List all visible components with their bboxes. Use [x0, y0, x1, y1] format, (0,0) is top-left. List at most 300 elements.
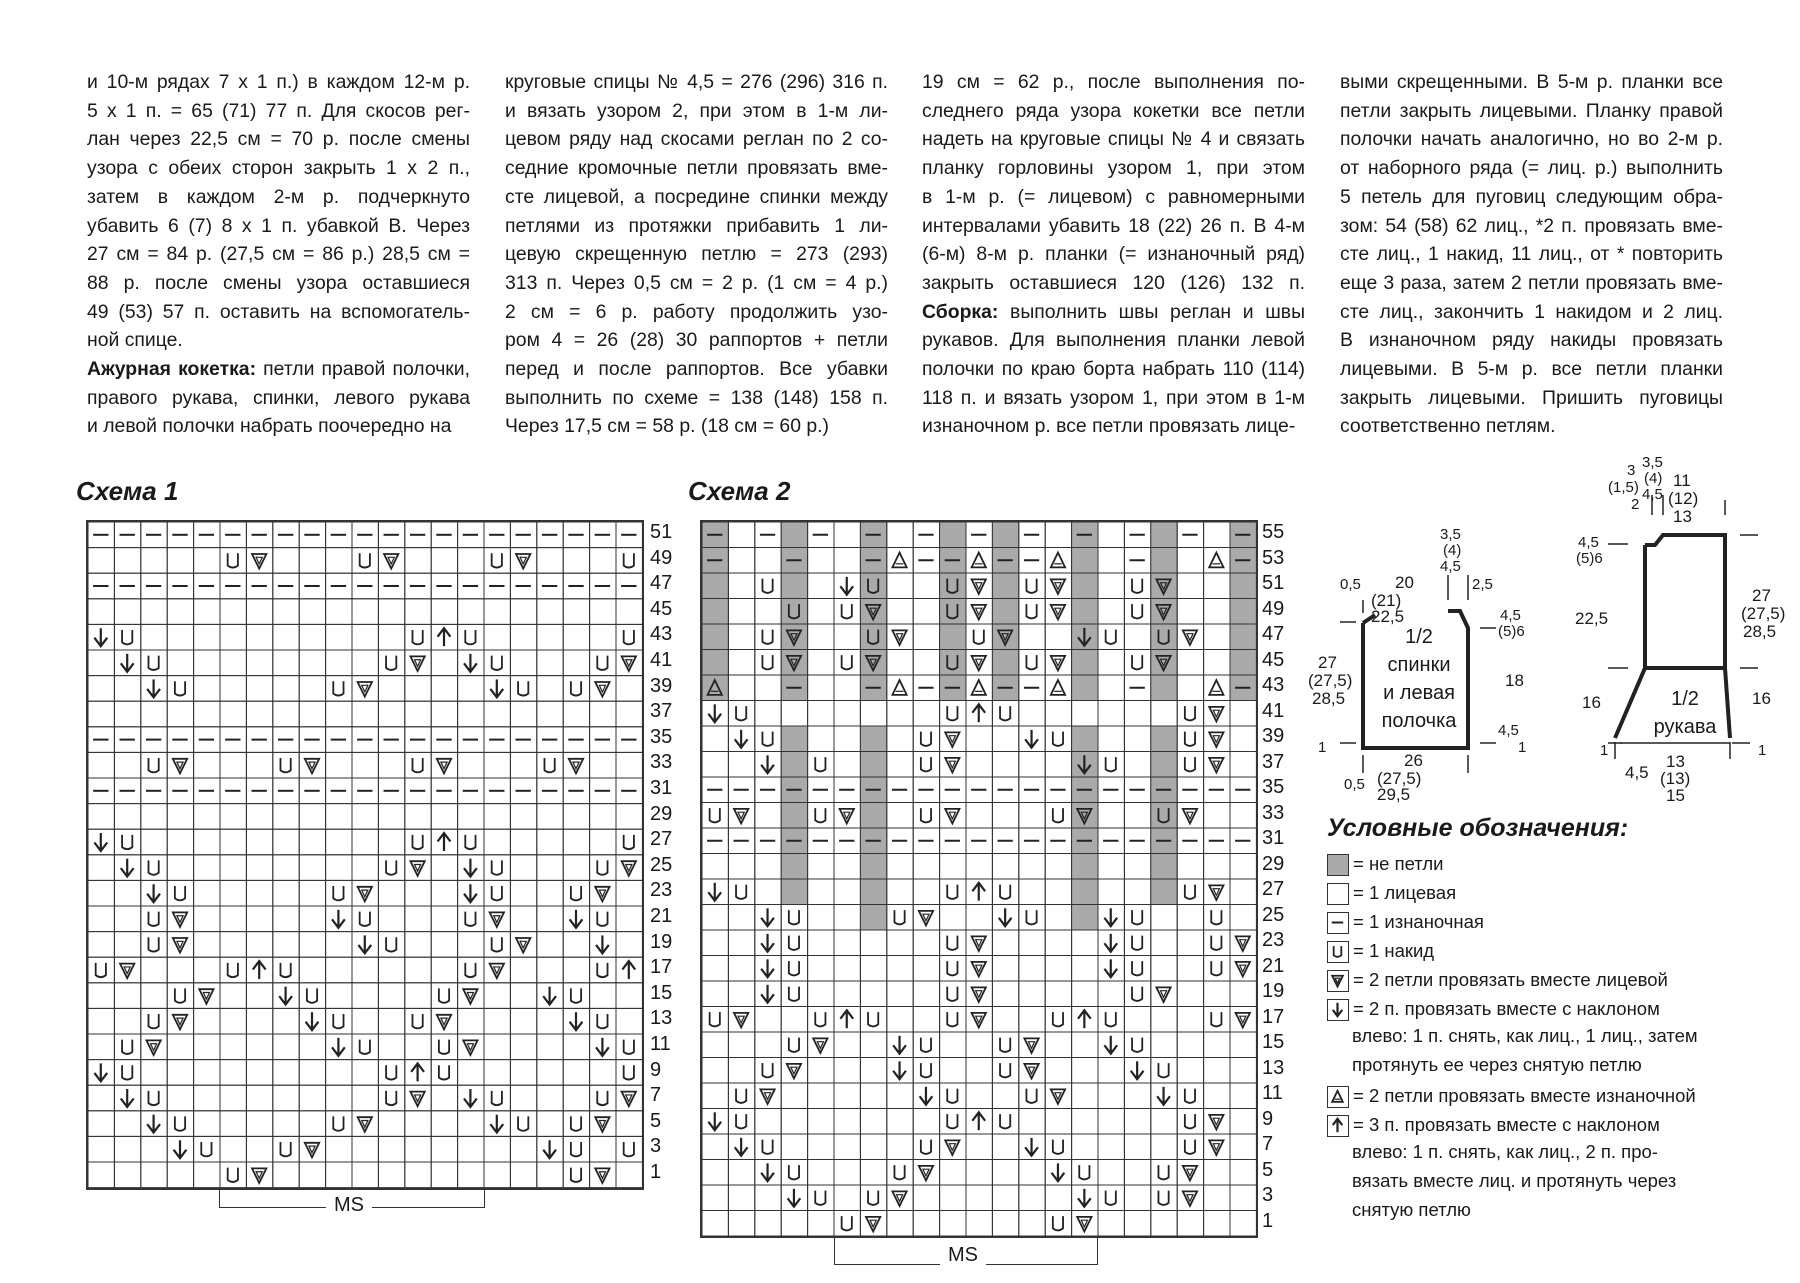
chart-cell [114, 804, 140, 830]
chart-cell [194, 573, 220, 599]
chart-cell [352, 1034, 378, 1060]
chart-cell [966, 752, 992, 778]
chart-cell [808, 956, 834, 982]
chart-cell [966, 777, 992, 803]
chart-cell [1230, 1032, 1256, 1058]
chart-cell [299, 624, 325, 650]
chart-cell [1045, 573, 1071, 599]
chart-cell [114, 727, 140, 753]
chart-cell [1072, 854, 1098, 880]
chart-cell [616, 1034, 642, 1060]
chart-cell [728, 1134, 754, 1160]
chart-cell [299, 983, 325, 1009]
chart-cell [940, 1185, 966, 1211]
chart-cell [458, 778, 484, 804]
chart-cell [141, 983, 167, 1009]
chart-cell [563, 1060, 589, 1086]
chart-cell [1098, 624, 1124, 650]
row-number: 21 [650, 905, 673, 927]
chart-cell [702, 1109, 728, 1135]
chart-cell [246, 727, 272, 753]
chart-cell [510, 1008, 536, 1034]
chart-cell [1204, 1007, 1230, 1033]
chart-cell [141, 752, 167, 778]
chart-cell [1019, 803, 1045, 829]
row-number: 43 [1262, 674, 1285, 696]
chart-cell [299, 676, 325, 702]
chart-cell [728, 956, 754, 982]
chart-cell [616, 855, 642, 881]
chart-cell [1045, 1058, 1071, 1084]
chart-cell [590, 727, 616, 753]
legend-item [1327, 852, 1443, 876]
chart-cell [510, 701, 536, 727]
chart-cell [537, 1085, 563, 1111]
chart-cell [887, 726, 913, 752]
chart-cell [220, 624, 246, 650]
text-line: интервалами убавить 18 (22) 26 п. В 4-м [922, 214, 1305, 237]
chart-cell [1204, 956, 1230, 982]
chart-cell [940, 624, 966, 650]
legend-symbol-icon [1327, 854, 1349, 876]
chart-cell [537, 548, 563, 574]
chart-cell [431, 804, 457, 830]
chart-cell [834, 777, 860, 803]
chart-cell [220, 804, 246, 830]
chart-cell [141, 1136, 167, 1162]
chart-cell [431, 1162, 457, 1188]
chart-cell [431, 624, 457, 650]
chart-cell [1204, 599, 1230, 625]
chart-cell [781, 1211, 807, 1237]
chart-cell [405, 1085, 431, 1111]
chart-cell [1019, 1109, 1045, 1135]
chart-cell [378, 804, 404, 830]
chart-cell [913, 548, 939, 574]
chart-cell [220, 1111, 246, 1137]
chart-cell [808, 701, 834, 727]
chart-cell [273, 752, 299, 778]
chart-cell [299, 932, 325, 958]
chart-cell [431, 829, 457, 855]
chart-cell [834, 803, 860, 829]
chart-cell [616, 1060, 642, 1086]
text-line: Сборка: выполнить швы реглан и швы [922, 300, 1305, 323]
chart-cell [220, 522, 246, 548]
chart-cell [887, 1109, 913, 1135]
row-number: 5 [1262, 1158, 1274, 1181]
chart-cell [273, 957, 299, 983]
row-number: 17 [1262, 1005, 1285, 1028]
chart-cell [299, 778, 325, 804]
dim: 18 [1505, 671, 1524, 690]
chart-cell [1072, 803, 1098, 829]
chart-cell [1177, 650, 1203, 676]
chart-cell [352, 804, 378, 830]
chart-cell [1019, 1058, 1045, 1084]
chart-cell [1151, 573, 1177, 599]
chart-cell [860, 599, 886, 625]
chart-cell [458, 1060, 484, 1086]
chart-cell [992, 803, 1018, 829]
chart-cell [913, 1211, 939, 1237]
chart-cell [352, 932, 378, 958]
chart-cell [220, 1162, 246, 1188]
chart-cell [702, 650, 728, 676]
chart-cell [1098, 522, 1124, 548]
chart-cell [860, 752, 886, 778]
dim: (27,5) 29,5 [1377, 769, 1422, 804]
chart-cell [246, 804, 272, 830]
chart-cell [1230, 803, 1256, 829]
row-number: 43 [650, 623, 673, 646]
chart-cell [352, 855, 378, 881]
chart-cell [537, 778, 563, 804]
chart-cell [273, 1060, 299, 1086]
chart-cell [194, 880, 220, 906]
chart-cell [537, 804, 563, 830]
chart-cell [141, 855, 167, 881]
dim: (21) 22,5 [1371, 591, 1405, 626]
chart-cell [273, 548, 299, 574]
chart-cell [887, 1185, 913, 1211]
chart-cell [702, 522, 728, 548]
chart-cell [352, 1085, 378, 1111]
chart-cell [273, 1008, 299, 1034]
chart-cell [326, 1111, 352, 1137]
chart-cell [1177, 1032, 1203, 1058]
chart-cell [966, 930, 992, 956]
chart-cell [1045, 599, 1071, 625]
chart-cell [458, 599, 484, 625]
chart-cell [728, 1160, 754, 1186]
chart-cell [431, 599, 457, 625]
row-number: 49 [1262, 597, 1285, 620]
chart-cell [537, 855, 563, 881]
chart-cell [913, 828, 939, 854]
chart-cell [405, 1111, 431, 1137]
chart-cell [299, 855, 325, 881]
chart-cell [860, 905, 886, 931]
row-number: 3 [650, 1135, 662, 1158]
chart-cell [1019, 1185, 1045, 1211]
chart-cell [702, 905, 728, 931]
chart-cell [352, 548, 378, 574]
chart-cell [88, 829, 114, 855]
chart-cell [114, 624, 140, 650]
row-number: 25 [650, 853, 673, 876]
chart-cell [378, 1060, 404, 1086]
chart-cell [88, 804, 114, 830]
chart-cell [167, 804, 193, 830]
chart-cell [808, 828, 834, 854]
text-line: сте лицевой, а посредине спинки между [505, 185, 888, 208]
chart-cell [378, 1162, 404, 1188]
chart-cell [326, 548, 352, 574]
legend-item [1327, 968, 1668, 992]
chart-cell [484, 624, 510, 650]
chart-cell [860, 803, 886, 829]
row-number: 29 [1262, 852, 1285, 875]
text-line: 88 р. после смены узора оставшиеся [87, 271, 470, 294]
legend-item [1327, 1113, 1660, 1137]
chart-cell [88, 650, 114, 676]
chart-cell [755, 1109, 781, 1135]
chart-cell [167, 855, 193, 881]
chart-cell [431, 957, 457, 983]
chart-cell [273, 599, 299, 625]
chart-cell [728, 879, 754, 905]
chart-cell [141, 624, 167, 650]
chart-cell [590, 676, 616, 702]
chart-cell [992, 1160, 1018, 1186]
chart-cell [167, 701, 193, 727]
chart-cell [88, 624, 114, 650]
chart-cell [913, 1032, 939, 1058]
chart-cell [246, 1111, 272, 1137]
text-line: закрыть лицевыми. Пришить пуговицы [1340, 386, 1723, 409]
dim: (13) [1660, 769, 1691, 788]
chart-cell [431, 880, 457, 906]
dim: 20 [1395, 573, 1414, 592]
chart-cell [616, 829, 642, 855]
chart-cell [702, 1185, 728, 1211]
chart-cell [1019, 930, 1045, 956]
chart-cell [352, 983, 378, 1009]
chart-cell [1230, 956, 1256, 982]
row-number: 53 [1262, 546, 1285, 569]
chart-cell [1204, 981, 1230, 1007]
chart-cell [1045, 879, 1071, 905]
chart-cell [966, 650, 992, 676]
chart-cell [1045, 1109, 1071, 1135]
chart-cell [141, 676, 167, 702]
chart-cell [781, 522, 807, 548]
chart-cell [913, 956, 939, 982]
scheme-1-title: Схема 1 [76, 476, 179, 506]
chart-cell [88, 1085, 114, 1111]
chart-cell [808, 879, 834, 905]
chart-cell [563, 676, 589, 702]
chart-cell [458, 522, 484, 548]
chart-cell [590, 906, 616, 932]
chart-cell [326, 932, 352, 958]
chart-cell [1151, 777, 1177, 803]
chart-cell [220, 1008, 246, 1034]
chart-cell [1019, 1007, 1045, 1033]
chart-cell [352, 957, 378, 983]
chart-cell [114, 1085, 140, 1111]
chart-cell [563, 855, 589, 881]
chart-cell [1045, 1032, 1071, 1058]
row-number: 31 [1262, 827, 1285, 849]
chart-cell [1230, 1160, 1256, 1186]
chart-cell [405, 650, 431, 676]
chart-cell [1072, 1007, 1098, 1033]
chart-cell [299, 880, 325, 906]
chart-cell [510, 804, 536, 830]
chart-cell [273, 1162, 299, 1188]
chart-cell [913, 777, 939, 803]
chart-cell [141, 1162, 167, 1188]
chart-cell [88, 1008, 114, 1034]
dim: 4,5 [1642, 486, 1663, 503]
scheme-1-ms-label: MS [326, 1194, 372, 1217]
chart-cell [1019, 1160, 1045, 1186]
chart-cell [510, 1034, 536, 1060]
chart-cell [808, 752, 834, 778]
dim: 13 [1666, 752, 1685, 771]
dim: 3,5 [1440, 526, 1461, 543]
chart-cell [1151, 624, 1177, 650]
chart-cell [1098, 956, 1124, 982]
chart-cell [537, 650, 563, 676]
chart-cell [167, 522, 193, 548]
chart-cell [1098, 1134, 1124, 1160]
text-line: 5 петель для пуговиц следующим обра- [1340, 185, 1723, 208]
chart-cell [590, 829, 616, 855]
chart-cell [484, 983, 510, 1009]
chart-cell [326, 983, 352, 1009]
chart-cell [887, 573, 913, 599]
chart-cell [1124, 1160, 1150, 1186]
chart-cell [992, 1211, 1018, 1237]
chart-cell [273, 1111, 299, 1137]
chart-cell [755, 777, 781, 803]
chart-cell [887, 905, 913, 931]
chart-cell [484, 1136, 510, 1162]
chart-cell [510, 624, 536, 650]
chart-cell [728, 573, 754, 599]
chart-cell [1098, 599, 1124, 625]
row-number: 11 [650, 1033, 671, 1055]
chart-cell [1045, 777, 1071, 803]
chart-cell [834, 1160, 860, 1186]
chart-cell [834, 1083, 860, 1109]
chart-cell [352, 573, 378, 599]
text-line: изнаночном р. все петли провязать лице- [922, 415, 1296, 438]
chart-cell [1019, 726, 1045, 752]
chart-cell [1204, 905, 1230, 931]
chart-cell [860, 1032, 886, 1058]
chart-cell [405, 522, 431, 548]
chart-cell [246, 701, 272, 727]
chart-cell [834, 624, 860, 650]
chart-cell [728, 803, 754, 829]
chart-cell [992, 650, 1018, 676]
chart-cell [616, 727, 642, 753]
chart-cell [808, 930, 834, 956]
chart-cell [88, 573, 114, 599]
chart-cell [352, 727, 378, 753]
chart-cell [1019, 1032, 1045, 1058]
chart-cell [326, 1085, 352, 1111]
chart-cell [220, 1085, 246, 1111]
chart-cell [1230, 573, 1256, 599]
chart-cell [1204, 1211, 1230, 1237]
chart-cell [966, 1083, 992, 1109]
chart-cell [860, 1134, 886, 1160]
row-number: 23 [1262, 929, 1285, 951]
dim: 0,5 [1340, 576, 1361, 593]
chart-cell [246, 983, 272, 1009]
chart-cell [194, 1136, 220, 1162]
chart-cell [702, 854, 728, 880]
chart-cell [808, 1134, 834, 1160]
chart-cell [326, 1162, 352, 1188]
chart-cell [1230, 726, 1256, 752]
chart-cell [563, 701, 589, 727]
chart-cell [1072, 599, 1098, 625]
chart-cell [484, 880, 510, 906]
row-number: 45 [650, 597, 673, 620]
chart-cell [484, 548, 510, 574]
text-line: лицевыми. В 5-м р. все петли планки [1340, 358, 1723, 381]
chart-cell [1098, 828, 1124, 854]
chart-cell [1098, 1160, 1124, 1186]
chart-cell [1045, 1134, 1071, 1160]
chart-cell [1204, 624, 1230, 650]
chart-cell [966, 522, 992, 548]
chart-cell [755, 1032, 781, 1058]
chart-cell [352, 1111, 378, 1137]
chart-cell [88, 1060, 114, 1086]
chart-cell [88, 1034, 114, 1060]
chart-cell [781, 548, 807, 574]
chart-cell [913, 854, 939, 880]
chart-cell [220, 701, 246, 727]
dim: (4) [1644, 470, 1663, 487]
chart-cell [1230, 905, 1256, 931]
chart-cell [299, 1111, 325, 1137]
chart-cell [1151, 1058, 1177, 1084]
chart-cell [1072, 726, 1098, 752]
chart-cell [141, 727, 167, 753]
chart-cell [860, 1007, 886, 1033]
text-line: Ажурная кокетка: петли правой полочки, [87, 358, 470, 381]
row-number: 35 [650, 725, 673, 748]
chart-cell [194, 1060, 220, 1086]
chart-cell [563, 573, 589, 599]
chart-cell [781, 701, 807, 727]
chart-cell [887, 752, 913, 778]
row-number: 13 [1262, 1056, 1285, 1079]
chart-cell [458, 548, 484, 574]
chart-cell [167, 599, 193, 625]
chart-cell [405, 1034, 431, 1060]
chart-cell [431, 701, 457, 727]
chart-cell [834, 1007, 860, 1033]
text-line: 19 см = 62 р., после выполнения по- [922, 71, 1305, 93]
chart-cell [781, 777, 807, 803]
chart-cell [378, 752, 404, 778]
chart-cell [755, 548, 781, 574]
chart-cell [702, 1007, 728, 1033]
chart-cell [781, 981, 807, 1007]
chart-cell [781, 1032, 807, 1058]
chart-cell [114, 1034, 140, 1060]
chart-cell [299, 1008, 325, 1034]
chart-cell [510, 932, 536, 958]
text-line: 118 п. и вязать узором 1, при этом в 1-м [922, 386, 1305, 409]
chart-cell [167, 1111, 193, 1137]
chart-cell [887, 854, 913, 880]
chart-cell [484, 1111, 510, 1137]
legend-item [1327, 1084, 1696, 1108]
text-line: сте лиц., 1 накид, 11 лиц., от * повторить [1340, 243, 1723, 266]
chart-cell [702, 701, 728, 727]
chart-cell [114, 983, 140, 1009]
